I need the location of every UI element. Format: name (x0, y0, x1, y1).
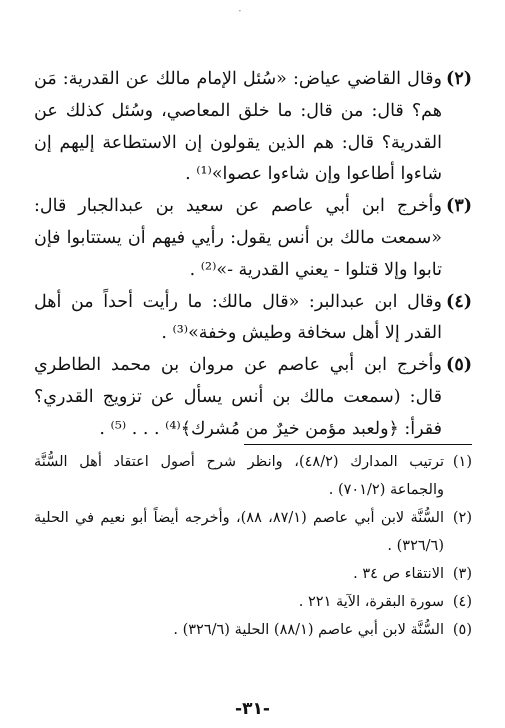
paragraph (34, 191, 472, 286)
footnote-text: السُّنَّة لابن أبي عاصم (٨٨/١) الحلية (٣٢٦/٦) . (173, 622, 444, 638)
footnote-number: (٢) (452, 510, 472, 526)
page-number: -٣١- (235, 699, 270, 719)
paragraph (34, 287, 472, 351)
footnote-number: (٣) (452, 566, 472, 582)
paragraph-text: وقال ابن عبدالبر: «قال مالك: ما رأيت أحداً من أهل القدر إلا أهل سخافة وطيش وخفة»⁽³⁾ . (34, 291, 442, 344)
footnote-text: السُّنَّة لابن أبي عاصم (٨٧/١، ٨٨)، وأخرجه أيضاً أبو نعيم في الحلية (٣٢٦/٦) . (34, 510, 444, 554)
footnote (34, 588, 472, 616)
paragraph-number: (٢) (446, 69, 472, 89)
footnote (34, 448, 472, 504)
footnote-separator (244, 444, 472, 445)
main-text (34, 64, 472, 446)
top-mark: · (238, 4, 242, 18)
paragraph-number: (٣) (446, 196, 472, 217)
paragraph-text: وقال القاضي عياض: «سُئل الإمام مالك عن القدرية: مَن هم؟ قال: من قال: ما خلق المعاصي، وسُئل كذلك عن القدرية؟ قال: هم الذين يقولون إن الاستطاعة إليهم إن شاءوا أطاعوا وإن شاءوا عصوا»⁽¹⁾ . (34, 69, 442, 185)
footnote (34, 560, 472, 588)
paragraph-text: وأخرج ابن أبي عاصم عن سعيد بن عبدالجبار قال: «سمعت مالك بن أنس يقول: رأيي فيهم أن يستتابوا فإن تابوا وإلا قتلوا - يعني القدرية -»⁽²⁾ . (34, 196, 442, 280)
footnote-text: سورة البقرة، الآية ٢٢١ . (298, 594, 444, 610)
footnote (34, 616, 472, 644)
footnote-text: ترتيب المدارك (٤٨/٢)، وانظر شرح أصول اعتقاد أهل السُّنَّة والجماعة (٧٠١/٢) . (34, 454, 444, 498)
footnote-number: (١) (452, 454, 472, 470)
paragraph-number: (٤) (446, 291, 472, 312)
paragraph (34, 64, 472, 191)
footnote-number: (٥) (452, 622, 472, 638)
footnote-text: الانتقاء ص ٣٤ . (353, 566, 444, 582)
paragraph-number: (٥) (446, 355, 472, 376)
footnotes (34, 448, 472, 644)
paragraph (34, 350, 472, 445)
footnote-number: (٤) (452, 594, 472, 610)
paragraph-text: وأخرج ابن أبي عاصم عن مروان بن محمد الطاطري قال: (سمعت مالك بن أنس يسأل عن تزويج القدري؟ فقرأ: ﴿ولعبد مؤمن خيرٌ من مُشرك﴾⁽⁴⁾ . . . ⁽⁵⁾ . (34, 355, 442, 439)
footnote (34, 504, 472, 560)
